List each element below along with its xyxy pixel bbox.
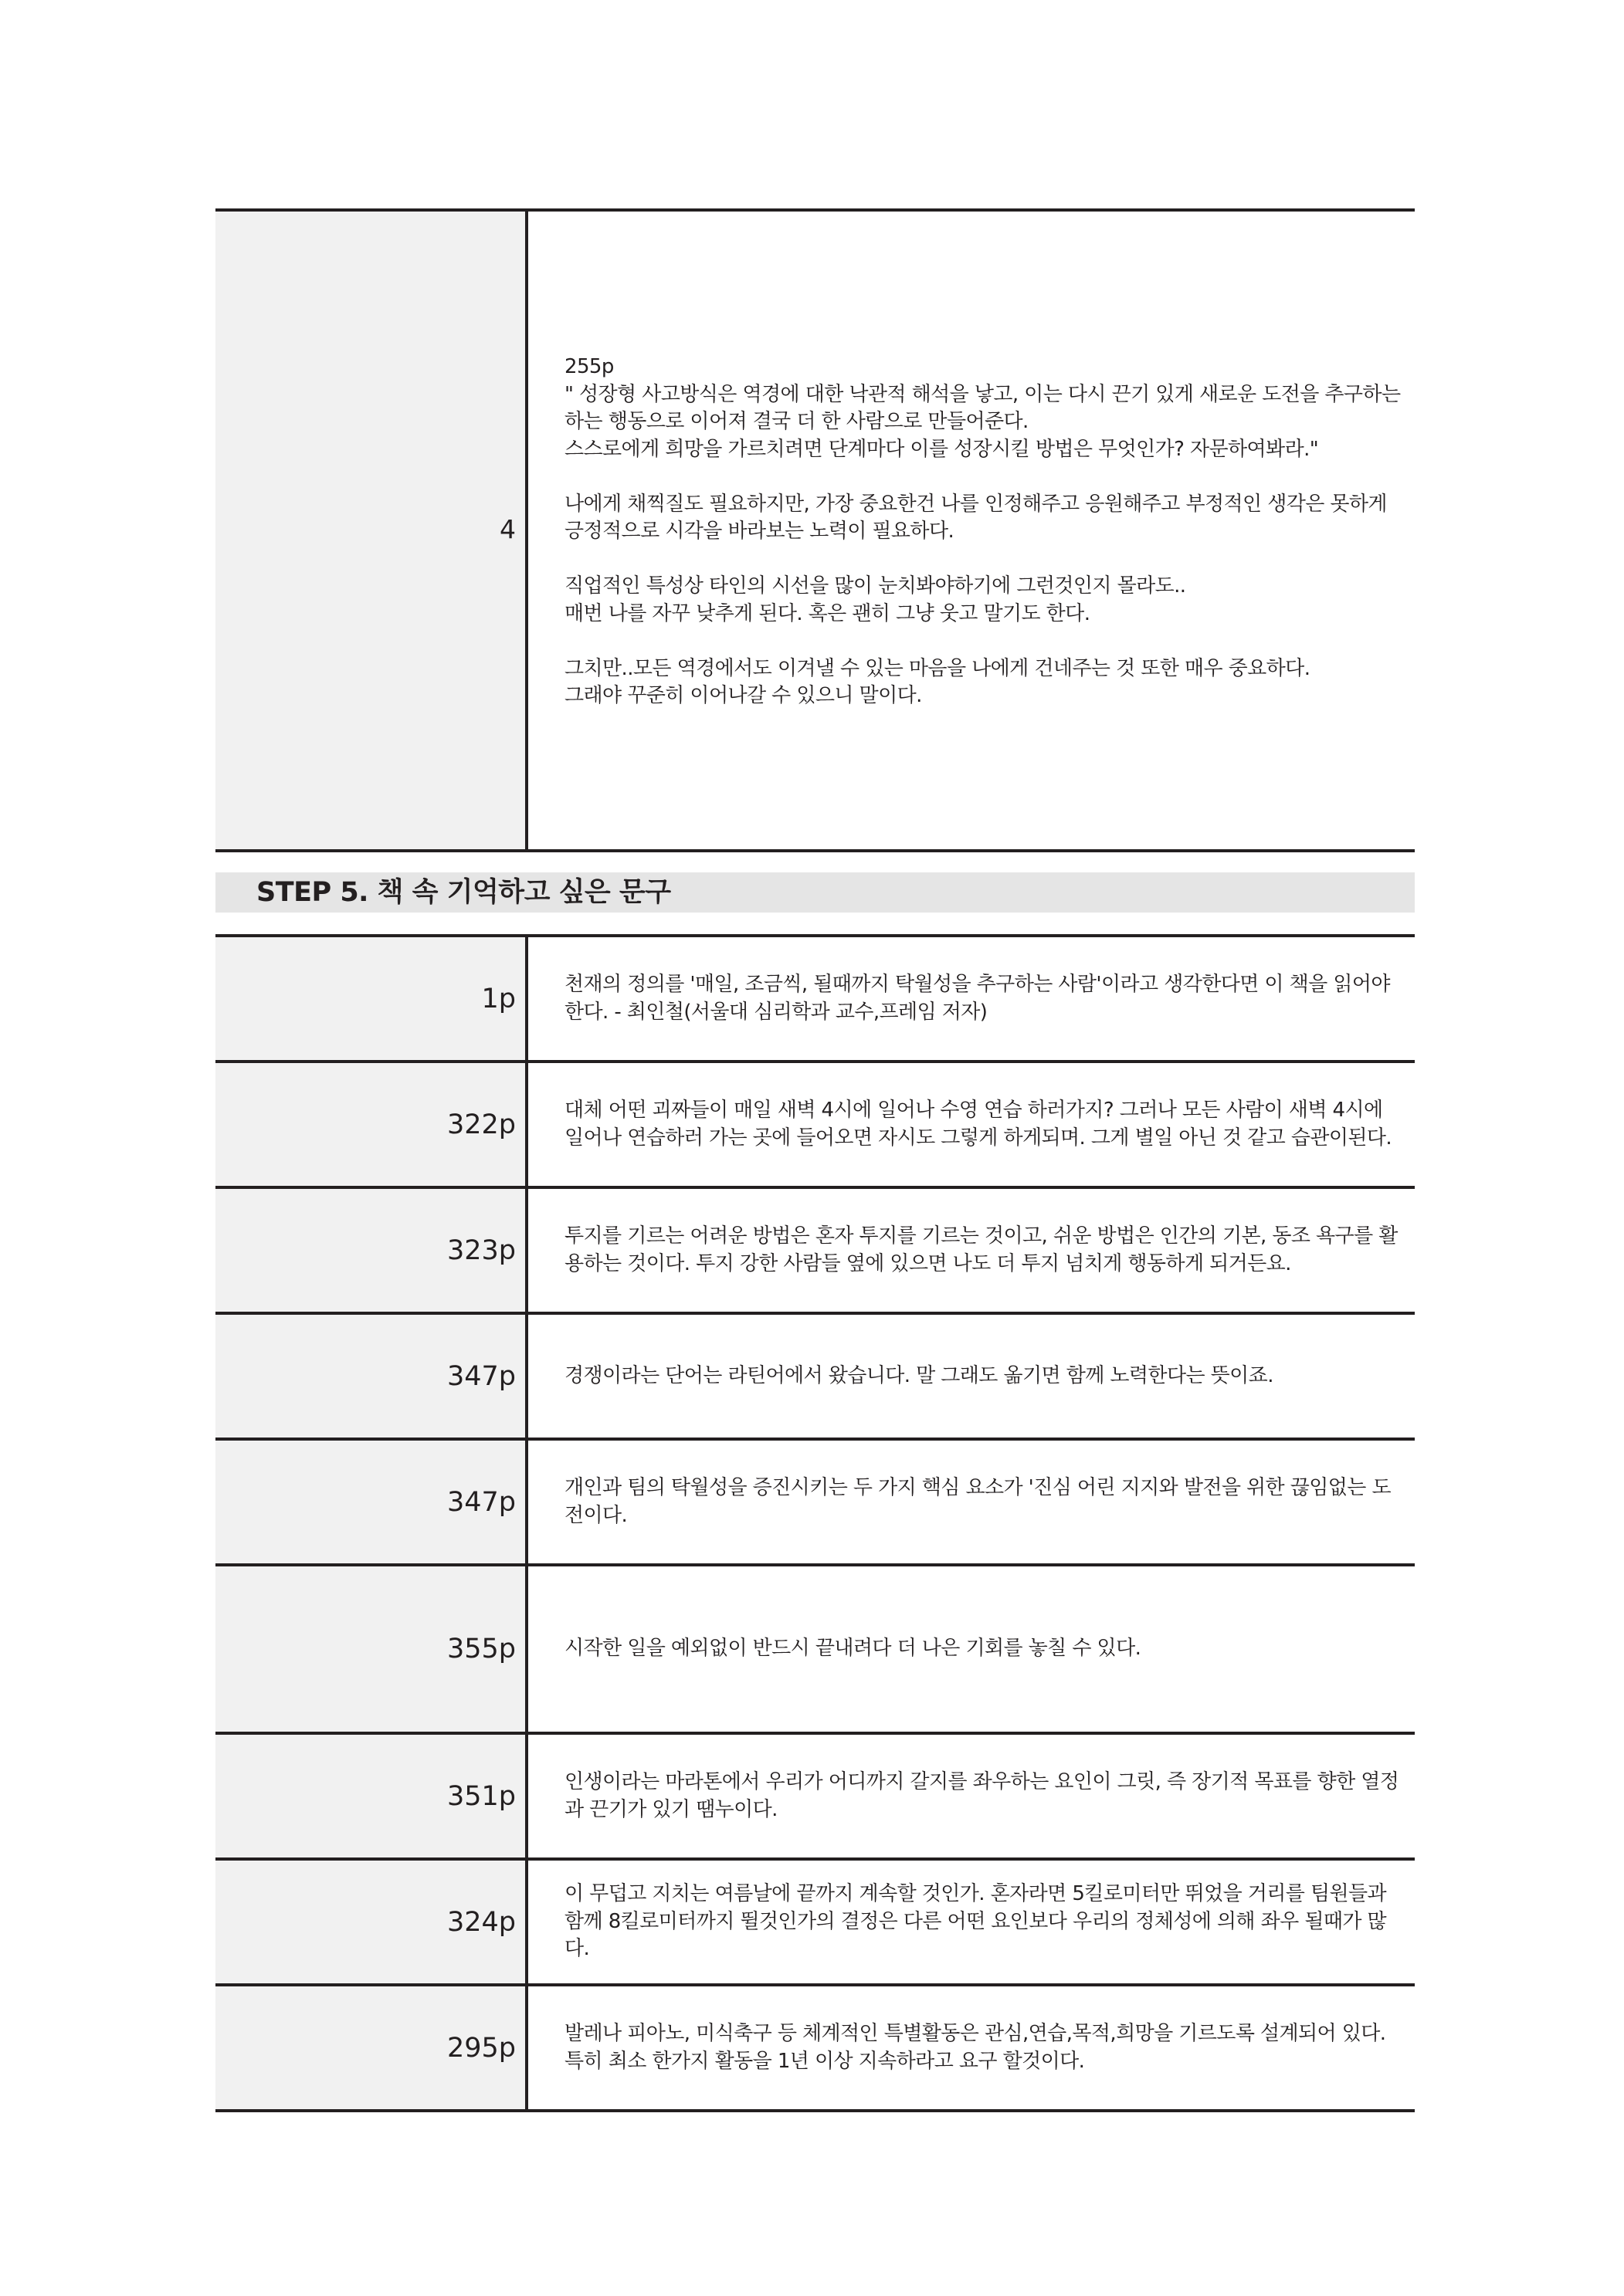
reflection-number-cell [215,212,528,849]
quote-row [215,937,1415,1063]
quote-text: 개인과 팀의 탁월성을 증진시키는 두 가지 핵심 요소가 '진심 어린 지지와 발전을 위한 끊임없는 도전이다. [565,1476,1391,1527]
quote-text: 발레나 피아노, 미식축구 등 체계적인 특별활동은 관심,연습,목적,희망을 기르도록 설계되어 있다. 특히 최소 한가지 활동을 1년 이상 지속하라고 요구 할것이다. [565,2022,1386,2073]
quote-row [215,1861,1415,1986]
quote-row [215,1189,1415,1315]
reflection-text-cell [528,212,1415,849]
reflection-text: 255p " 성장형 사고방식은 역경에 대한 낙관적 해석을 낳고, 이는 다시 끈기 있게 새로운 도전을 추구하는 하는 행동으로 이어져 결국 더 한 사람으로 만들어준다. 스스로에게 희망을 가르치려면 단계마다 이를 성장시킬 방법은 무엇인가? 자문하여봐라." 나에게 채찍질도 필요하지만, 가장 중요한건 나를 인정해주고 응원해주고 부정적인 생각은 못하게 긍정적으로 시각을 바라보는 노력이 필요하다. 직업적인 특성상 타인의 시선을 많이 눈치봐야하기에 그런것인지 몰라도.. 매번 나를 자꾸 낮추게 된다. 혹은 괜히 그냥 웃고 말기도 한다. 그치만..모든 역경에서도 이겨낼 수 있는 마음을 나에게 건네주는 것 또한 매우 중요하다. 그래야 꾸준히 이어나갈 수 있으니 말이다. [565,355,1401,707]
quote-page: 351p [215,1735,528,1857]
quote-row [215,1735,1415,1861]
quote-page: 322p [215,1063,528,1186]
quote-page: 1p [215,937,528,1060]
quote-text: 경쟁이라는 단어는 라틴어에서 왔습니다. 말 그래도 옮기면 함께 노력한다는 뜻이죠. [565,1363,1273,1387]
quote-page: 323p [215,1189,528,1312]
quote-row [215,1566,1415,1735]
quote-row [215,1315,1415,1441]
quote-text: 인생이라는 마라톤에서 우리가 어디까지 갈지를 좌우하는 요인이 그릿, 즉 장기적 목표를 향한 열정과 끈기가 있기 땜누이다. [565,1770,1399,1821]
quote-row [215,1986,1415,2112]
quote-row [215,1063,1415,1189]
quote-text: 이 무덥고 지치는 여름날에 끝까지 계속할 것인가. 혼자라면 5킬로미터만 뛰었을 거리를 팀원들과 함께 8킬로미터까지 뛸것인가의 결정은 다른 어떤 요인보다 우리의 정체성에 의해 좌우 될때가 많다. [565,1882,1387,1961]
quote-row [215,1441,1415,1566]
quote-text: 천재의 정의를 '매일, 조금씩, 될때까지 탁월성을 추구하는 사람'이라고 생각한다면 이 책을 읽어야 한다. - 최인철(서울대 심리학과 교수,프레임 저자) [565,973,1390,1024]
quote-page: 324p [215,1861,528,1983]
quote-page: 295p [215,1986,528,2109]
step-title: STEP 5. 책 속 기억하고 싶은 문구 [256,877,671,908]
reflection-table [215,208,1415,852]
quote-page: 347p [215,1441,528,1563]
reflection-number: 4 [500,514,516,544]
quote-page: 355p [215,1566,528,1732]
quote-text: 시작한 일을 예외없이 반드시 끝내려다 더 나은 기회를 놓칠 수 있다. [565,1637,1141,1661]
quote-page: 347p [215,1315,528,1438]
quotes-table [215,934,1415,2112]
step-header [215,872,1415,913]
quote-text: 대체 어떤 괴짜들이 매일 새벽 4시에 일어나 수영 연습 하러가지? 그러나 모든 사람이 새벽 4시에 일어나 연습하러 가는 곳에 들어오면 자시도 그렇게 하게되며. 그게 별일 아닌 것 같고 습관이된다. [565,1099,1392,1150]
quote-text: 투지를 기르는 어려운 방법은 혼자 투지를 기르는 것이고, 쉬운 방법은 인간의 기본, 동조 욕구를 활용하는 것이다. 투지 강한 사람들 옆에 있으면 나도 더 투지 넘치게 행동하게 되거든요. [565,1224,1398,1275]
